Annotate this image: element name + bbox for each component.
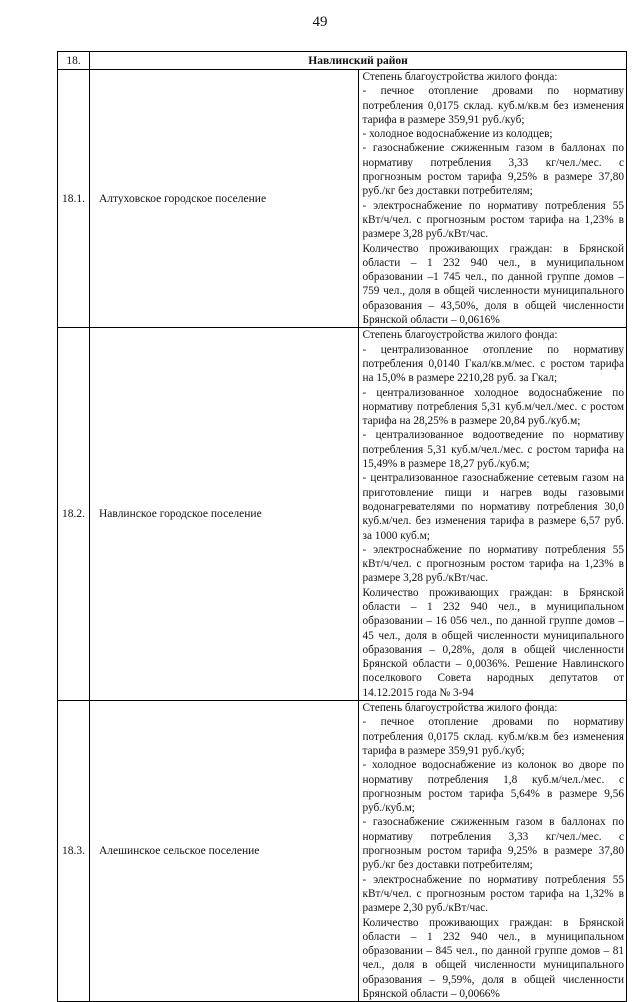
description-line: - централизованное отопление по нормативу потребления 0,0140 Гкал/кв.м/мес. с ростом тарифа на 15,0% в размере 2210,28 руб. за Гкал; — [362, 343, 624, 385]
document-table — [57, 51, 627, 1002]
page-number: 49 — [312, 14, 328, 30]
section-number: 18. — [58, 52, 90, 70]
description-line: Количество проживающих граждан: в Брянской области – 1 232 940 чел., в муниципальном образовании –1 745 чел., по данной группе домов – 759 чел., доля в общей численности муниципального образования – 43,50%, доля в общей численности Брянской области – 0,0616% — [362, 242, 624, 327]
description-line: Степень благоустройства жилого фонда: — [362, 329, 558, 342]
section-title: Навлинский район — [90, 52, 627, 70]
description-line: - электроснабжение по нормативу потребления 55 кВт/ч/чел. с прогнозным ростом тарифа на 1,23% в размере 3,28 руб./кВт/час. — [362, 543, 624, 585]
description-line: - холодное водоснабжение из колонок во дворе по нормативу потребления 1,8 куб.м/чел./мес. с прогнозным ростом тарифа 5,64% в размере 9,56 руб./куб.м; — [362, 759, 624, 815]
description-line: Количество проживающих граждан: в Брянской области – 1 232 940 чел., в муниципальном образовании – 845 чел., по данной группе домов – 81 чел., доля в общей численности муниципального образования – 9,59%, доля в общей численности Брянской области – 0,0066% — [362, 916, 624, 1000]
settlement-description — [358, 70, 627, 328]
settlement-name: Алтуховское городское поселение — [90, 70, 359, 328]
description-line: Степень благоустройства жилого фонда: — [362, 71, 558, 83]
description-line: - электроснабжение по нормативу потребления 55 кВт/ч/чел. с прогнозным ростом тарифа на 1,23% в размере 3,28 руб./кВт/час. — [362, 199, 624, 241]
settlement-name: Алешинское сельское поселение — [90, 701, 359, 1002]
row-number: 18.1. — [58, 70, 90, 328]
description-line: Количество проживающих граждан: в Брянской области – 1 232 940 чел., в муниципальном образовании – 16 056 чел., по данной группе домов – 45 чел., доля в общей численности муниципального образования – 0,28%, доля в общей численности Брянской области – 0,0036%. Решение Навлинского поселкового Совета народных депутатов от 14.12.2015 года № 3-94 — [362, 586, 624, 699]
description-line: - централизованное газоснабжение сетевым газом на приготовление пищи и нагрев воды газовыми водонагревателями по нормативу потребления 30,0 куб.м/чел. без изменения тарифа в размере 6,57 руб. за 1000 куб.м; — [362, 472, 624, 542]
description-line: - холодное водоснабжение из колодцев; — [362, 128, 553, 141]
table-row — [58, 328, 627, 701]
section-header-row — [58, 52, 627, 70]
description-line: - централизованное холодное водоснабжение по нормативу потребления 5,31 куб.м/чел./мес. с ростом тарифа на 28,25% в размере 20,84 руб./куб.м; — [362, 386, 624, 428]
description-line: - газоснабжение сжиженным газом в баллонах по нормативу потребления 3,33 кг/чел./мес. с прогнозным ростом тарифа 9,25% в размере 37,80 руб./кг без доставки потребителям; — [362, 816, 624, 872]
description-line: - централизованное водоотведение по нормативу потребления 5,31 куб.м/чел./мес. с ростом тарифа на 15,49% в размере 18,27 руб./куб.м; — [362, 429, 624, 471]
description-line: Степень благоустройства жилого фонда: — [362, 702, 558, 715]
settlement-description — [358, 328, 627, 701]
description-line: - печное отопление дровами по нормативу потребления 0,0175 склад. куб.м/кв.м без изменения тарифа в размере 359,91 руб./куб; — [362, 85, 624, 126]
table-row — [58, 701, 627, 1002]
settlement-name: Навлинское городское поселение — [90, 328, 359, 701]
description-line: - электроснабжение по нормативу потребления 55 кВт/ч/чел. с прогнозным ростом тарифа на 1,32% в размере 2,30 руб./кВт/час. — [362, 873, 624, 915]
description-line: - газоснабжение сжиженным газом в баллонах по нормативу потребления 3,33 кг/чел./мес. с прогнозным ростом тарифа 9,25% в размере 37,80 руб./кг без доставки потребителям; — [362, 142, 624, 198]
row-number: 18.2. — [58, 328, 90, 701]
settlement-description — [358, 701, 627, 1002]
table-row — [58, 70, 627, 328]
row-number: 18.3. — [58, 701, 90, 1002]
description-line: - печное отопление дровами по нормативу потребления 0,0175 склад. куб.м/кв.м без изменения тарифа в размере 359,91 руб./куб; — [362, 716, 624, 757]
